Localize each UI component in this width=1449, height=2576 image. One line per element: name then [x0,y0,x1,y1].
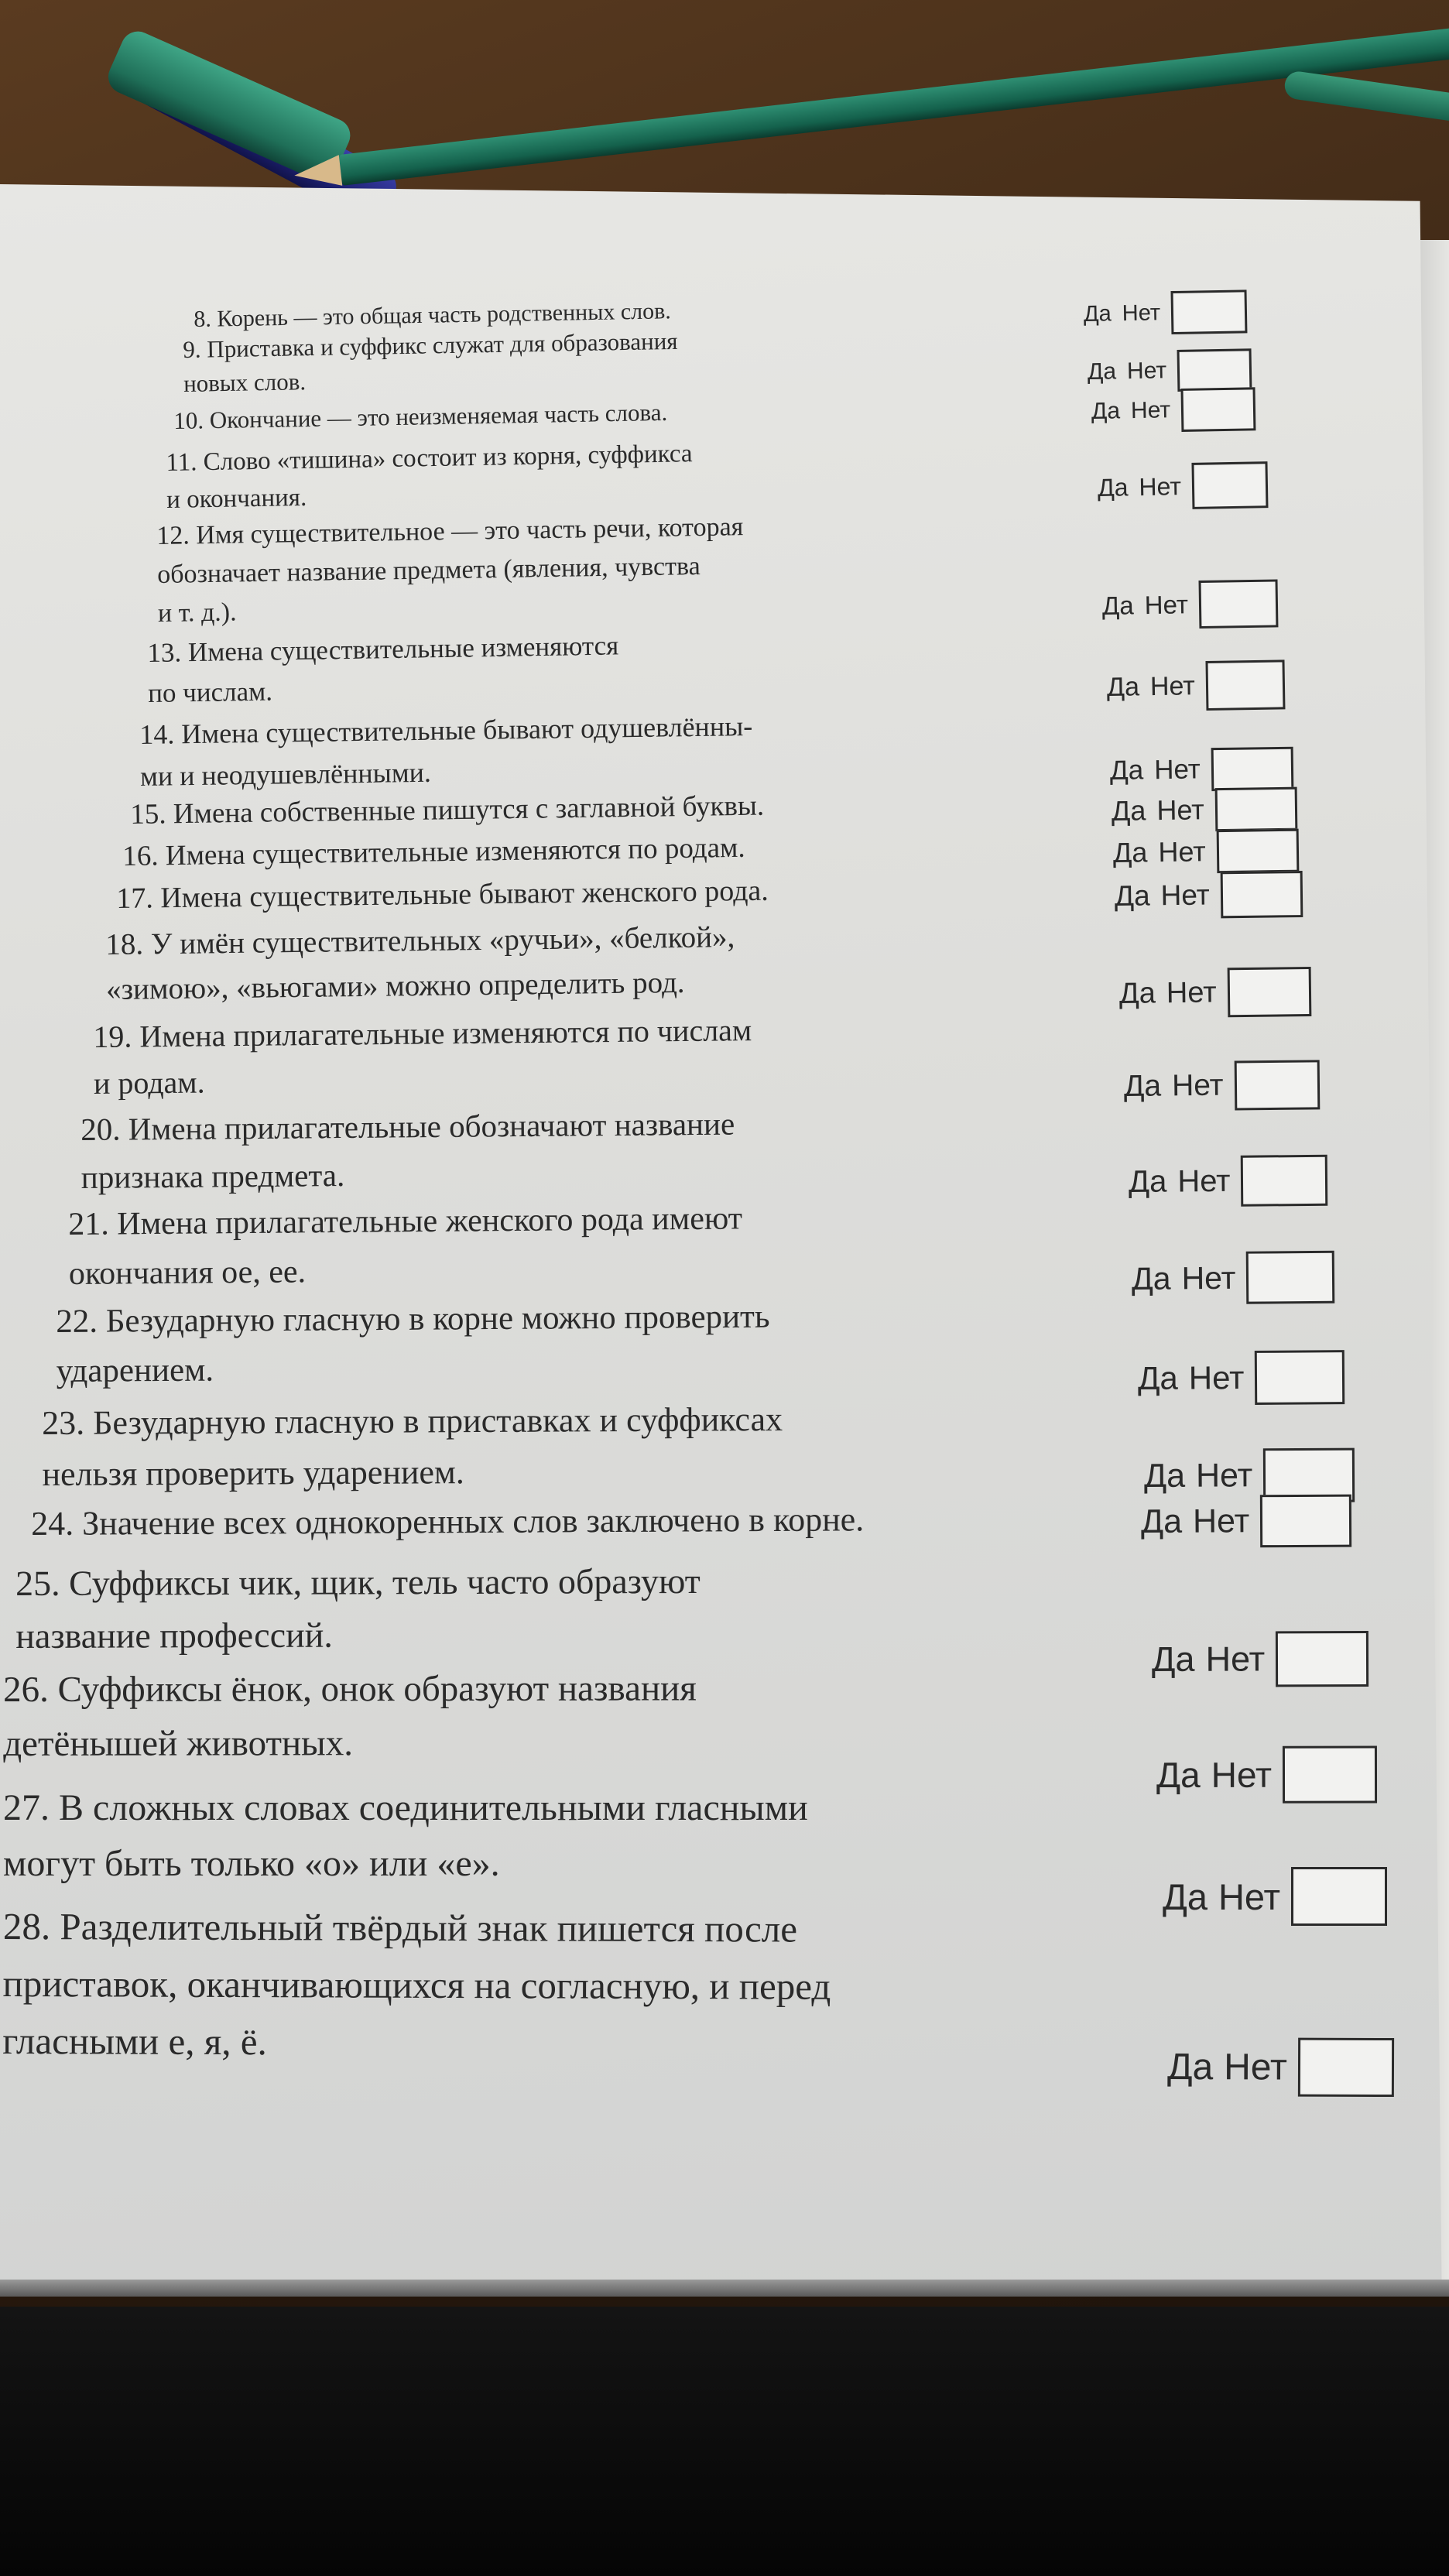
question-text-line [3,1661,697,1717]
question-27 [3,1780,808,1892]
question-text-line [3,1898,831,1958]
question-text-line: новых слов. [183,368,307,397]
question-text: В сложных словах соединительными гласными [59,1787,808,1828]
question-text: Имена существительные бывают женского рода. [160,874,769,915]
question-text-line [3,1780,808,1836]
question-number: 8. [194,306,218,332]
answer-box[interactable] [1220,871,1303,918]
yes-no-answer [1113,828,1310,875]
question-text: Имена собственные пишутся с заглавной буквы. [173,790,765,831]
answer-box[interactable] [1276,1631,1368,1687]
answer-box[interactable] [1214,787,1297,831]
yes-label: Да [1140,1502,1183,1540]
question-number: 15. [130,798,174,831]
question-text-line: могут быть только «о» или «е». [3,1843,500,1884]
question-14 [139,705,753,797]
answer-box[interactable] [1198,579,1278,629]
question-26 [3,1661,697,1771]
answer-box[interactable] [1211,747,1293,791]
question-text: Имена существительные изменяются по родам. [165,831,745,872]
yes-no-answer [1119,967,1322,1019]
answer-box[interactable] [1234,1060,1320,1110]
answer-box[interactable] [1216,829,1299,873]
no-label: Нет [1166,975,1217,1009]
question-text-line: обозначает название предмета (явления, чувства [156,551,701,589]
question-text-line: по числам. [147,676,273,708]
no-label: Нет [1149,670,1196,701]
question-text: Имена прилагательные женского рода имеют [117,1201,743,1242]
yes-no-answer [1106,659,1296,712]
question-number: 21. [68,1206,118,1242]
yes-label: Да [1143,1457,1186,1495]
no-label: Нет [1192,1502,1250,1540]
yes-no-answer [1097,461,1279,511]
question-number: 26. [3,1669,58,1710]
question-28 [2,1898,831,2073]
question-text-line [15,1555,701,1610]
yes-label: Да [1111,794,1146,827]
yes-label: Да [1109,755,1144,786]
question-number: 22. [56,1303,106,1340]
question-number: 12. [156,521,197,550]
question-text-line [147,625,619,673]
question-25 [15,1555,701,1663]
question-text-line [56,1293,770,1347]
answer-box[interactable] [1291,1867,1387,1926]
question-19 [93,1007,752,1107]
question-text-line [139,705,753,755]
question-number: 10. [173,406,211,434]
question-text-line: детёнышей животных. [3,1723,353,1764]
yes-label: Да [1083,300,1112,327]
yes-label: Да [1166,2046,1214,2088]
question-18 [105,915,735,1012]
question-text: Имена существительные бывают одушевлённы- [181,710,753,750]
question-number: 11. [166,448,204,477]
question-text-line [93,1007,752,1060]
question-number: 27. [3,1787,59,1828]
no-label: Нет [1126,358,1167,385]
question-number: 17. [116,882,161,915]
answer-box[interactable] [1191,461,1268,509]
question-text: Окончание — это неизменяемая часть слова. [209,398,668,434]
yes-label: Да [1114,879,1150,912]
question-23 [42,1394,783,1500]
yes-label: Да [1087,358,1117,385]
yes-no-answer [1102,579,1290,630]
question-text: Корень — это общая часть родственных слов. [217,298,672,332]
no-label: Нет [1160,879,1210,912]
yes-no-answer [1167,2037,1405,2097]
question-number: 20. [80,1111,128,1147]
question-17 [116,870,769,920]
yes-label: Да [1156,1754,1201,1795]
yes-no-answer [1156,1745,1388,1804]
question-text: Суффиксы ёнок, онок образуют названия [57,1668,697,1710]
yes-label: Да [1097,472,1129,502]
no-label: Нет [1224,2046,1288,2088]
no-label: Нет [1171,1068,1224,1103]
question-text: Значение всех однокоренных слов заключено в корне. [82,1500,865,1543]
question-text-line [122,827,745,878]
yes-no-answer [1138,1350,1356,1406]
question-24 [31,1494,864,1550]
no-label: Нет [1188,1359,1245,1396]
question-12 [156,508,745,633]
answer-box[interactable] [1227,967,1311,1017]
yes-label: Да [1101,591,1134,620]
question-text: Приставка и суффикс служат для образования [207,327,678,363]
no-label: Нет [1205,1639,1266,1679]
question-22 [56,1293,770,1396]
no-label: Нет [1195,1456,1253,1495]
no-label: Нет [1139,471,1182,501]
question-text: Суффиксы чик, щик, тель часто образуют [69,1560,701,1603]
question-number: 28. [2,1905,60,1948]
question-text-line: и т. д.). [157,598,237,628]
question-number: 18. [105,927,152,961]
no-label: Нет [1158,835,1206,868]
question-text-line: ми и неодушевлёнными. [139,756,432,792]
yes-label: Да [1091,398,1121,424]
question-text: Имена существительные изменяются [187,630,619,668]
question-text-line: и родам. [93,1064,205,1101]
yes-label: Да [1128,1164,1167,1199]
answer-box[interactable] [1260,1495,1351,1548]
no-label: Нет [1177,1163,1231,1198]
yes-label: Да [1123,1069,1162,1103]
question-number: 9. [183,335,207,363]
question-number: 13. [147,637,189,668]
dark-background [0,2307,1449,2576]
yes-no-answer [1112,786,1308,833]
yes-no-answer [1163,1867,1398,1926]
yes-label: Да [1151,1639,1195,1679]
question-text-line: нельзя проверить ударением. [42,1453,464,1493]
yes-label: Да [1112,836,1148,868]
question-text-line: приставок, оканчивающихся на согласную, и перед [2,1961,831,2008]
no-label: Нет [1218,1875,1281,1917]
question-text: Безударную гласную в приставках и суффиксах [93,1399,783,1442]
question-text: Имя существительное — это часть речи, которая [196,512,744,550]
question-text: Имена прилагательные изменяются по числам [139,1012,752,1054]
question-text-line [68,1194,742,1249]
answer-box[interactable] [1283,1746,1377,1804]
yes-no-answer [1110,747,1305,793]
answer-box[interactable] [1171,289,1248,334]
yes-label: Да [1106,671,1140,702]
yes-no-answer [1115,871,1314,920]
no-label: Нет [1181,1259,1236,1296]
question-text-line: и окончания. [166,483,307,514]
answer-box[interactable] [1246,1251,1335,1304]
yes-label: Да [1131,1260,1171,1297]
question-20 [80,1100,735,1201]
no-label: Нет [1130,397,1171,424]
question-21 [68,1194,743,1299]
answer-box[interactable] [1255,1350,1345,1405]
question-text-line: «зимою», «вьюгами» можно определить род. [105,965,685,1006]
question-number: 24. [31,1504,83,1543]
question-text: Имена прилагательные обозначают название [128,1105,735,1147]
no-label: Нет [1153,754,1201,786]
page-bottom-edge [0,2280,1449,2297]
no-label: Нет [1211,1754,1273,1795]
yes-label: Да [1118,976,1156,1010]
yes-no-answer [1129,1155,1339,1208]
question-13 [147,625,619,714]
yes-label: Да [1163,1875,1208,1917]
answer-box[interactable] [1298,2038,1394,2097]
yes-no-answer [1124,1060,1331,1112]
answer-box[interactable] [1205,659,1285,711]
question-11 [166,435,694,519]
question-number: 19. [93,1019,140,1054]
no-label: Нет [1122,300,1161,326]
yes-no-answer [1084,289,1259,336]
question-text-line: ударением. [56,1351,214,1389]
pencil-tip [293,155,342,191]
question-16 [122,827,745,878]
question-text-line: окончания ое, ее. [68,1254,307,1292]
question-text-line [80,1100,735,1153]
yes-label: Да [1137,1359,1178,1396]
answer-box[interactable] [1177,348,1252,392]
yes-no-answer [1152,1631,1379,1687]
question-text-line [105,915,735,968]
answer-box[interactable] [1241,1155,1328,1207]
question-text-line: название профессий. [15,1615,333,1656]
yes-no-answer [1132,1251,1346,1305]
question-text-line [31,1494,864,1550]
no-label: Нет [1156,793,1204,827]
question-text-line: признака предмета. [80,1157,345,1195]
no-label: Нет [1144,590,1189,620]
question-text-line: гласными е, я, ё. [2,2019,267,2064]
question-text: У имён существительных «ручьи», «белкой», [150,920,735,961]
question-number: 23. [42,1403,94,1442]
question-text-line [42,1394,783,1449]
yes-no-answer [1088,348,1263,393]
question-text: Слово «тишина» состоит из корня, суффикса [203,440,693,477]
yes-no-answer [1091,387,1267,433]
question-text: Разделительный твёрдый знак пишется после [60,1905,798,1951]
answer-box[interactable] [1181,387,1256,432]
question-text: Безударную гласную в корне можно проверить [105,1298,770,1340]
question-number: 25. [15,1563,70,1603]
question-number: 16. [122,840,166,872]
question-text-line [116,870,769,920]
yes-no-answer [1141,1495,1363,1548]
question-number: 14. [139,718,182,750]
question-9 [183,324,679,401]
